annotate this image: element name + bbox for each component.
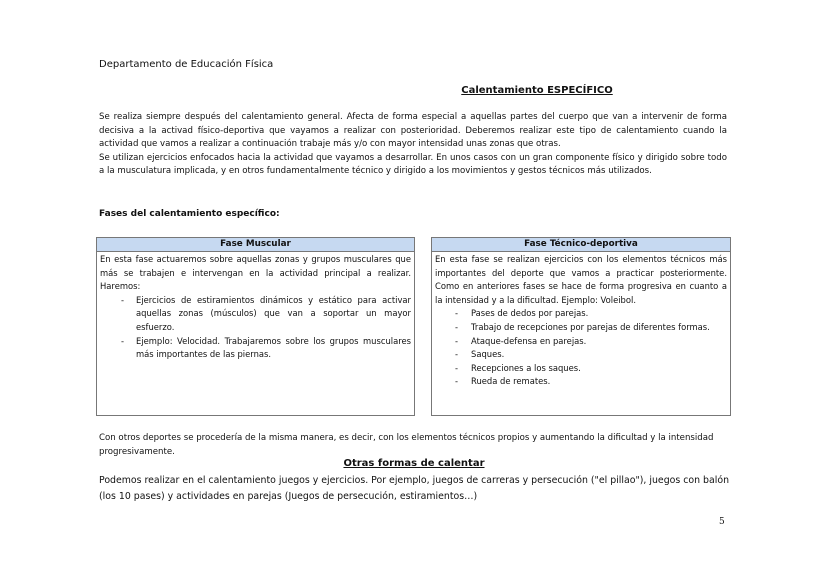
department-header: Departamento de Educación Física [99,59,274,70]
intro-paragraph-2: Se utilizan ejercicios enfocados hacia la actividad que vayamos a desarrollar. En unos casos con un gran componente físico y dirigido sobre todo a la musculatura implicada, y en otros fundamentalmente técnico y dirigido a los movimientos y gestos técnicos más utilizados. [99,152,727,176]
other-forms-title-text: Otras formas de calentar [343,458,485,469]
phase-tecnica-body [432,252,730,389]
other-forms-text: Podemos realizar en el calentamiento juegos y ejercicios. Por ejemplo, juegos de carreras y persecución ("el pillao"), juegos con balón (los 10 pases) y actividades en parejas (Juegos de persecución, estiramientos…) [99,475,730,502]
phase-muscular-list [100,294,411,362]
phase-tecnica-title: Fase Técnico-deportiva [432,238,730,252]
list-item: - Trabajo de recepciones por parejas de diferentes formas. [435,321,727,335]
intro-section [99,111,727,179]
other-forms-title [0,458,828,469]
list-item: - Ejemplo: Velocidad. Trabajaremos sobre los grupos musculares más importantes de las piernas. [100,335,411,362]
phase-tecnica-text: En esta fase se realizan ejercicios con los elementos técnicos más importantes del deporte que vamos a practicar posteriormente. Como en anteriores fases se hace de forma progresiva en cuanto a la intensidad y a la dificultad. Ejemplo: Voleibol. [435,254,727,305]
list-item: - Ejercicios de estiramientos dinámicos y estático para activar aquellas zonas (músculos) que van a soportar un mayor esfuerzo. [100,294,411,335]
phase-muscular-box [96,237,415,416]
page-title-text: Calentamiento ESPECÍFICO [461,85,613,96]
phase-tecnica-list [435,307,727,389]
phases-heading: Fases del calentamiento específico: [99,209,280,219]
list-item: - Recepciones a los saques. [435,362,727,376]
phase-muscular-title: Fase Muscular [97,238,414,252]
phase-muscular-text: En esta fase actuaremos sobre aquellas zonas y grupos musculares que más se trabajen e intervengan en la actividad principal a realizar. Haremos: [100,254,411,292]
page-title [0,85,828,96]
list-item: - Ataque-defensa en parejas. [435,335,727,349]
list-item: - Rueda de remates. [435,375,727,389]
outro-paragraph: Con otros deportes se procedería de la misma manera, es decir, con los elementos técnicos propios y aumentando la dificultad y la intensidad progresivamente. [99,433,714,457]
list-item: - Pases de dedos por parejas. [435,307,727,321]
list-item: - Saques. [435,348,727,362]
phase-tecnica-box [431,237,731,416]
page-number: 5 [719,517,725,527]
intro-paragraph-1: Se realiza siempre después del calentamiento general. Afecta de forma especial a aquellas partes del cuerpo que van a intervenir de forma decisiva a la activad físico-deportiva que vayamos a realizar con posterioridad. Deberemos realizar este tipo de calentamiento cuando la actividad que vamos a realizar a continuación trabaje más y/o con mayor intensidad unas zonas que otras. [99,112,727,149]
phase-muscular-body [97,252,414,362]
